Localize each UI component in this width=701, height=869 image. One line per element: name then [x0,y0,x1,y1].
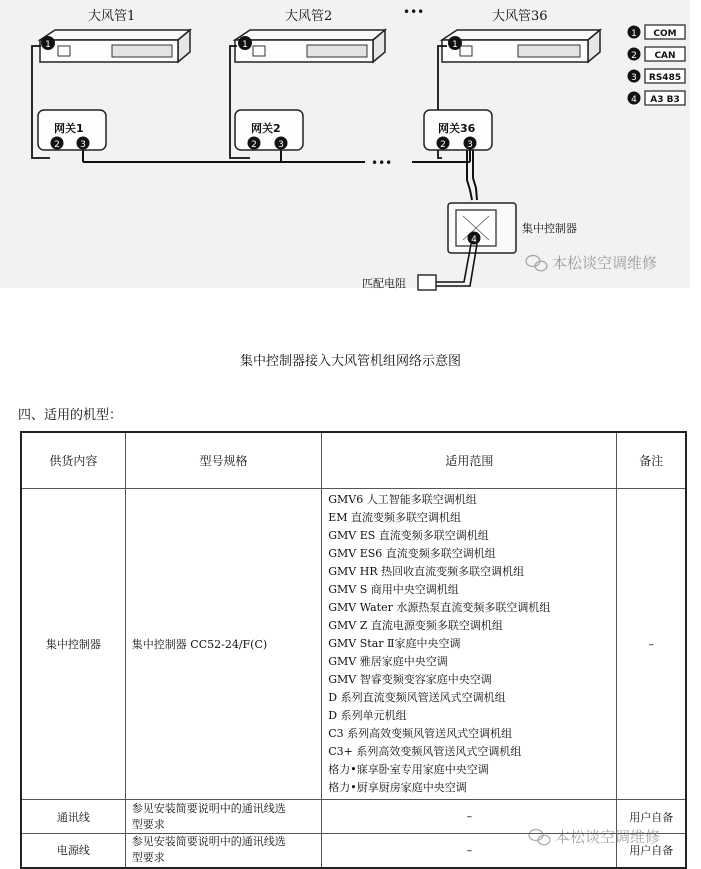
row-2-item: 通讯线 [21,800,125,834]
watermark-bottom [528,822,688,852]
central-controller-label: 集中控制器 [522,222,577,235]
legend-1-num: 1 [631,29,637,39]
fan-unit-36-port: 1 [452,40,458,50]
gateway-2-port-can: 2 [251,140,257,150]
scope-line: GMV 雅居家庭中央空调 [328,655,448,668]
scope-line: C3+ 系列高效变频风管送风式空调机组 [328,745,522,758]
row-3-note: 用户自备 [617,834,686,868]
fan-unit-1-port: 1 [45,40,51,50]
scope-line: GMV6 人工智能多联空调机组 [328,493,477,506]
scope-line: D 系列单元机组 [328,709,407,722]
central-controller [448,203,516,253]
row-3-scope: – [322,834,617,868]
scope-line: EM 直流变频多联空调机组 [328,511,462,524]
row-2-note: 用户自备 [617,800,686,834]
scope-line: 格力•厨享厨房家庭中央空调 [328,781,467,794]
matching-resistor [418,275,436,290]
row-3-model-line: 参见安装简要说明中的通讯线选 [131,835,286,849]
row-3-item: 电源线 [21,834,125,868]
row-1-scope [322,489,617,800]
gateway-1-port-rs485: 3 [80,140,86,150]
scope-line: GMV ES6 直流变频多联空调机组 [328,547,496,560]
fan-unit-36-label: 大风管36 [492,9,548,24]
row-1-note: – [617,489,686,800]
gateway-36-label: 网关36 [438,122,476,135]
legend-3-num: 3 [631,73,637,83]
fan-unit-1-label: 大风管1 [88,9,136,24]
watermark-bottom-text: 本松谈空调维修 [555,828,661,846]
central-controller-port: 4 [471,235,477,245]
gateway-1-port-can: 2 [54,140,60,150]
gateway-2-port-rs485: 3 [278,140,284,150]
header-scope: 适用范围 [322,432,617,489]
row-1-item: 集中控制器 [21,489,125,800]
legend-4-num: 4 [631,95,637,105]
row-3-model [125,834,321,868]
gateway-36-port-can: 2 [440,140,446,150]
table-header-row [21,432,686,489]
row-2-model-line: 型要求 [131,817,165,831]
section-heading: 四、适用的机型： [18,408,123,423]
scope-line: GMV HR 热回收直流变频多联空调机组 [328,565,525,578]
header-supply-content: 供货内容 [21,432,125,489]
diagram-ellipsis-top: ••• [403,5,425,19]
legend-4-text: A3 B3 [650,95,680,105]
fan-unit-2-label: 大风管2 [285,9,333,24]
legend-1-text: COM [653,29,677,39]
fan-unit-1 [40,30,190,62]
legend-2-num: 2 [631,51,637,61]
diagram-caption: 集中控制器接入大风管机组网络示意图 [239,354,461,369]
row-1-model: 集中控制器 CC52-24/F(C) [125,489,321,800]
scope-line: GMV Z 直流电源变频多联空调机组 [328,619,503,632]
table-row [21,489,686,800]
gateway-2-label: 网关2 [251,122,281,135]
gateway-1-label: 网关1 [54,122,84,135]
fan-unit-2 [235,30,385,62]
scope-line: C3 系列高效变频风管送风式空调机组 [328,727,513,740]
fan-unit-36 [442,30,600,62]
watermark-top-text: 本松谈空调维修 [552,254,658,272]
scope-line: GMV 智睿变频变容家庭中央空调 [328,673,492,686]
row-3-model-line: 型要求 [131,851,165,865]
network-diagram [0,0,701,300]
row-2-model-line: 参见安装简要说明中的通讯线选 [131,801,286,815]
header-model-spec: 型号规格 [125,432,321,489]
header-note: 备注 [617,432,686,489]
legend-2-text: CAN [654,51,676,61]
scope-line: GMV Water 水源热泵直流变频多联空调机组 [328,601,551,614]
diagram-ellipsis-middle: ••• [371,156,393,170]
scope-line: GMV ES 直流变频多联空调机组 [328,529,489,542]
gateway-36-port-rs485: 3 [467,140,473,150]
models-table [20,431,687,869]
row-2-model [125,800,321,834]
legend-3-text: RS485 [648,73,682,83]
row-2-scope: – [322,800,617,834]
matching-resistor-label: 匹配电阻 [362,277,406,290]
scope-line: GMV Star Ⅱ家庭中央空调 [328,637,461,650]
scope-line: 格力•寐享卧室专用家庭中央空调 [328,763,489,776]
scope-line: D 系列直流变频风管送风式空调机组 [328,691,506,704]
scope-line: GMV S 商用中央空调机组 [328,583,459,596]
fan-unit-2-port: 1 [242,40,248,50]
